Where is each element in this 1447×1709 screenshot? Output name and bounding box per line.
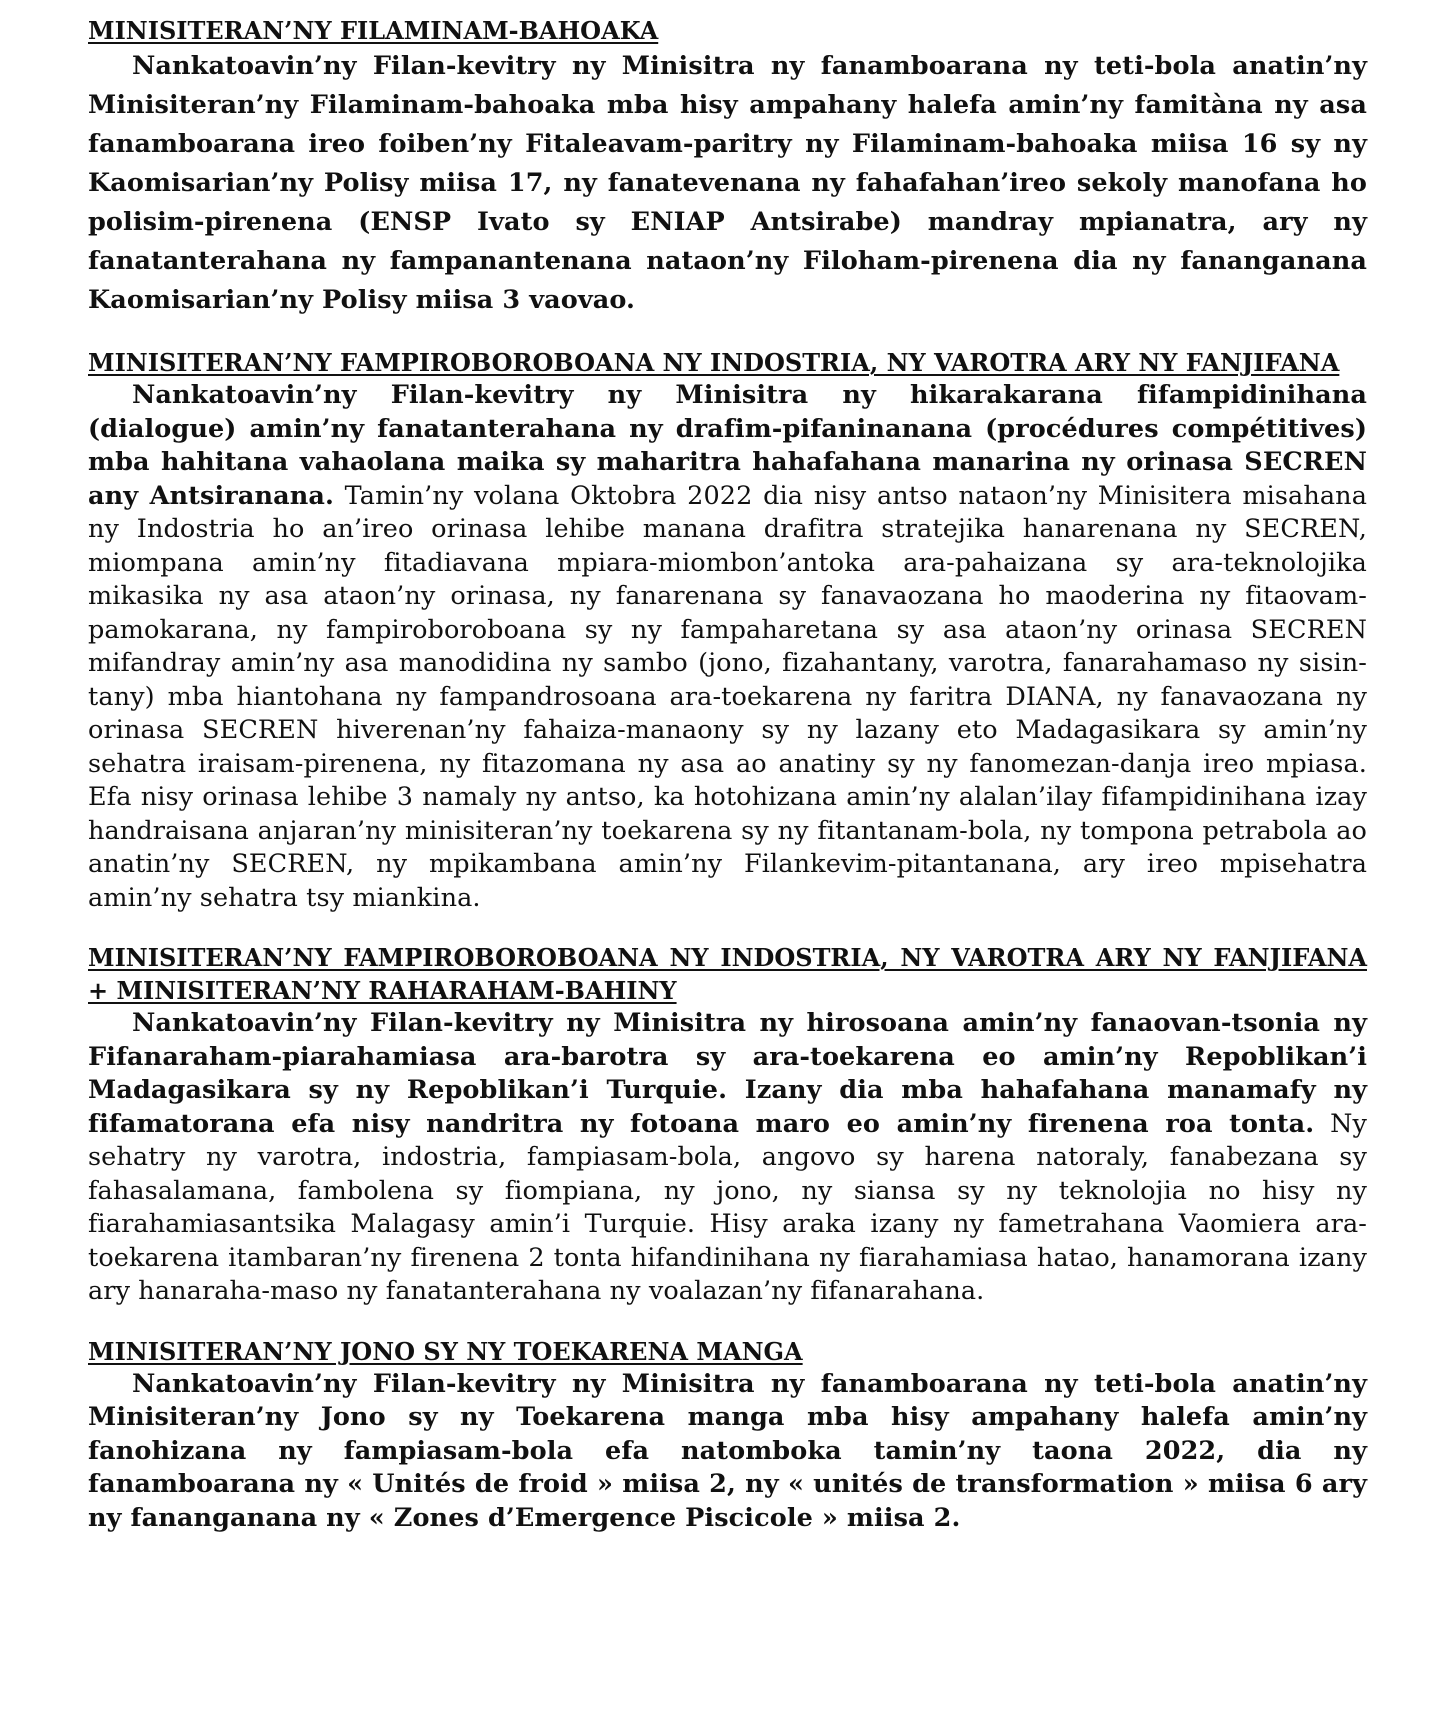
paragraph-bold-text: Nankatoavin’ny Filan-kevitry ny Minisitra ny fanamboarana ny teti-bola anatin’ny Minisiteran’ny Filaminam-bahoaka mba hisy ampahany halefa amin’ny famitàna ny asa fanamboarana ireo foiben’ny Fitaleavam-paritry ny Filaminam-bahoaka miisa 16 sy ny Kaomisarian’ny Polisy miisa 17, ny fanatevenana ny fahafahan’ireo sekoly manofana ho polisim-pirenena (ENSP Ivato sy ENIAP Antsirabe) mandray mpianatra, ary ny fanatanterahana ny fampanantenana nataon’ny Filoham-pirenena dia ny fananganana Kaomisarian’ny Polisy miisa 3 vaovao. [88,51,1367,315]
section-indostria [88,346,1367,915]
section-paragraph [88,1007,1367,1309]
paragraph-regular-text: Tamin’ny volana Oktobra 2022 dia nisy antso nataon’ny Minisitera misahana ny Indostria ho an’ireo orinasa lehibe manana drafitra stratejika hanarenana ny SECREN, miompana amin’ny fitadiavana mpiara-miombon’antoka ara-pahaizana sy ara-teknolojika mikasika ny asa ataon’ny orinasa, ny fanarenana sy fanavaozana ho maoderina ny fitaovam-pamokarana, ny fampiroboroboana sy ny fampaharetana sy asa ataon’ny orinasa SECREN mifandray amin’ny asa manodidina ny sambo (jono, fizahantany, varotra, fanarahamaso ny sisin-tany) mba hiantohana ny fampandrosoana ara-toekarena ny faritra DIANA, ny fanavaozana ny orinasa SECREN hiverenan’ny fahaiza-manaony sy ny lazany eto Madagasikara sy amin’ny sehatra iraisam-pirenena, ny fitazomana ny asa ao anatiny sy ny fanomezan-danja ireo mpiasa. Efa nisy orinasa lehibe 3 namaly ny antso, ka hotohizana amin’ny alalan’ilay fifampidinihana izay handraisana anjaran’ny minisiteran’ny toekarena sy ny fitantanam-bola, ny tompona petrabola ao anatin’ny SECREN, ny mpikambana amin’ny Filankevim-pitantanana, ary ireo mpisehatra amin’ny sehatra tsy miankina. [88,480,1367,913]
section-heading: MINISITERAN’NY FILAMINAM-BAHOAKA [88,16,659,45]
paragraph-bold-text: Nankatoavin’ny Filan-kevitry ny Minisitra ny hikarakarana fifampidinihana (dialogue) amin’ny fanatanterahana ny drafim-pifaninanana (procédures compétitives) mba hahitana vahaolana maika sy maharitra hahafahana manarina ny orinasa SECREN any Antsiranana. [88,380,1367,511]
section-filaminam-bahoaka [88,14,1367,320]
section-indostria-raharaham-bahiny [88,941,1367,1309]
section-paragraph [88,47,1367,320]
section-heading: MINISITERAN’NY FAMPIROBOROBOANA NY INDOSTRIA, NY VAROTRA ARY NY FANJIFANA [88,348,1340,377]
section-paragraph [88,1368,1367,1536]
paragraph-bold-text: Nankatoavin’ny Filan-kevitry ny Minisitra ny fanamboarana ny teti-bola anatin’ny Minisiteran’ny Jono sy ny Toekarena manga mba hisy ampahany halefa amin’ny fanohizana ny fampiasam-bola efa natomboka tamin’ny taona 2022, dia ny fanamboarana ny « Unités de froid » miisa 2, ny « unités de transformation » miisa 6 ary ny fananganana ny « Zones d’Emergence Piscicole » miisa 2. [88,1368,1367,1533]
paragraph-regular-text: Ny sehatry ny varotra, indostria, fampiasam-bola, angovo sy harena natoraly, fanabezana sy fahasalamana, fambolena sy fiompiana, ny jono, ny siansa sy ny teknolojia no hisy ny fiarahamiasantsika Malagasy amin’i Turquie. Hisy araka izany ny fametrahana Vaomiera ara-toekarena itambaran’ny firenena 2 tonta hifandinihana ny fiarahamiasa hatao, hanamorana izany ary hanaraha-maso ny fanatanterahana ny voalazan’ny fifanarahana. [88,1108,1367,1306]
section-paragraph [88,379,1367,915]
section-heading: MINISITERAN’NY FAMPIROBOROBOANA NY INDOSTRIA, NY VAROTRA ARY NY FANJIFANA + MINISITERAN’NY RAHARAHAM-BAHINY [88,943,1367,1005]
section-jono [88,1335,1367,1536]
paragraph-bold-text: Nankatoavin’ny Filan-kevitry ny Minisitra ny hirosoana amin’ny fanaovan-tsonia ny Fifanaraham-piarahamiasa ara-barotra sy ara-toekarena eo amin’ny Repoblikan’i Madagasikara sy ny Repoblikan’i Turquie. Izany dia mba hahafahana manamafy ny fifamatorana efa nisy nandritra ny fotoana maro eo amin’ny firenena roa tonta. [88,1008,1367,1139]
section-heading: MINISITERAN’NY JONO SY NY TOEKARENA MANGA [88,1336,803,1366]
